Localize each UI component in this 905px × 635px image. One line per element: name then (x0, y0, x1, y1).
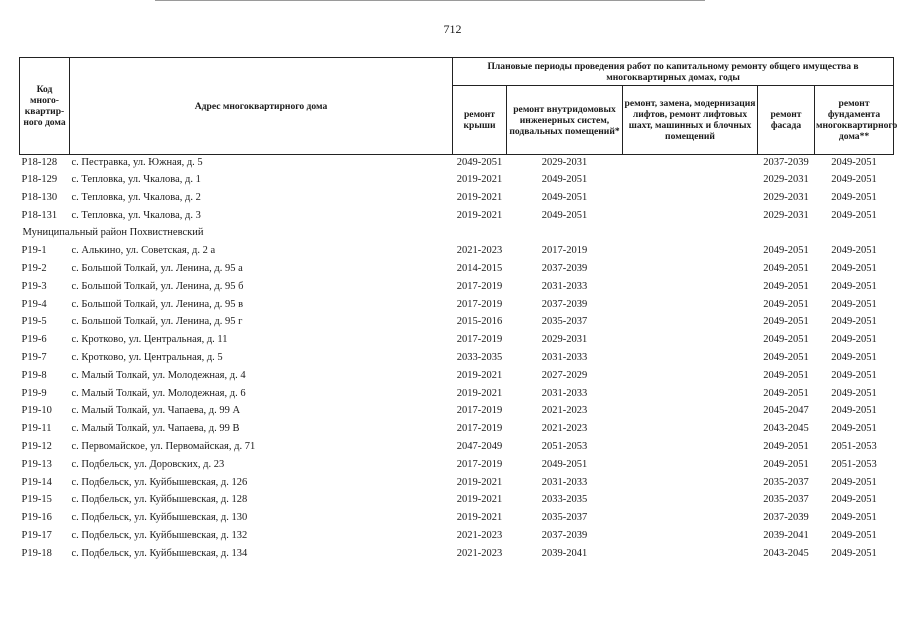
cell-systems: 2021-2023 (541, 423, 588, 435)
cell-roof: 2021-2023 (456, 529, 503, 541)
table-row (20, 385, 894, 403)
cell-facade: 2049-2051 (763, 369, 809, 381)
cell-foundation: 2049-2051 (831, 423, 877, 435)
top-rule (155, 0, 705, 1)
header-facade: ремонт фасада (758, 86, 815, 155)
capital-repair-schedule-table (19, 57, 898, 563)
cell-facade: 2049-2051 (763, 298, 809, 310)
cell-foundation: 2049-2051 (831, 351, 877, 363)
cell-code: Р19-7 (21, 351, 47, 363)
cell-address: с. Кротково, ул. Центральная, д. 5 (71, 351, 223, 363)
cell-code: Р19-13 (21, 458, 52, 470)
cell-code: Р19-17 (21, 529, 52, 541)
cell-facade: 2049-2051 (763, 351, 809, 363)
cell-code: Р19-15 (21, 494, 52, 506)
cell-address: с. Малый Толкай, ул. Чапаева, д. 99 А (71, 405, 241, 417)
table-row (20, 491, 894, 509)
cell-foundation: 2049-2051 (831, 334, 877, 346)
cell-lifts (623, 509, 758, 527)
table-row (20, 456, 894, 474)
cell-foundation: 2049-2051 (831, 157, 877, 168)
cell-lifts (623, 242, 758, 260)
cell-systems: 2035-2037 (541, 316, 588, 328)
cell-foundation: 2049-2051 (831, 512, 877, 524)
cell-address: с. Большой Толкай, ул. Ленина, д. 95 г (71, 316, 243, 328)
cell-address: с. Подбельск, ул. Куйбышевская, д. 134 (71, 547, 248, 559)
cell-roof: 2019-2021 (456, 174, 503, 185)
cell-roof: 2019-2021 (456, 209, 503, 221)
cell-systems: 2021-2023 (541, 405, 588, 417)
cell-code: Р19-3 (21, 280, 47, 292)
cell-code: Р19-6 (21, 334, 47, 346)
cell-systems: 2033-2035 (541, 494, 588, 506)
cell-foundation: 2049-2051 (831, 191, 877, 203)
cell-foundation: 2049-2051 (831, 316, 877, 328)
cell-lifts (623, 367, 758, 385)
table-row (20, 438, 894, 456)
cell-lifts (623, 438, 758, 456)
cell-systems: 2017-2019 (541, 245, 588, 257)
cell-roof: 2017-2019 (456, 405, 503, 417)
cell-roof: 2017-2019 (456, 423, 503, 435)
cell-lifts (623, 456, 758, 474)
table-row (20, 349, 894, 367)
cell-systems: 2049-2051 (541, 191, 588, 203)
cell-lifts (623, 545, 758, 563)
table-row (20, 402, 894, 420)
cell-systems: 2051-2053 (541, 440, 588, 452)
cell-code: Р19-2 (21, 262, 47, 274)
cell-lifts (623, 260, 758, 278)
cell-address: с. Алькино, ул. Советская, д. 2 а (71, 245, 216, 257)
cell-address: с. Тепловка, ул. Чкалова, д. 1 (71, 174, 201, 185)
cell-systems: 2031-2033 (541, 351, 588, 363)
cell-address: с. Тепловка, ул. Чкалова, д. 2 (71, 191, 201, 203)
cell-facade: 2043-2045 (763, 423, 809, 435)
cell-foundation: 2049-2051 (831, 174, 877, 185)
cell-roof: 2017-2019 (456, 334, 503, 346)
cell-lifts (623, 527, 758, 545)
cell-code: Р19-4 (21, 298, 47, 310)
cell-address: с. Большой Толкай, ул. Ленина, д. 95 б (71, 280, 244, 292)
table-row (20, 278, 894, 296)
cell-foundation: 2049-2051 (831, 262, 877, 274)
cell-lifts (623, 171, 758, 189)
cell-code: Р19-10 (21, 405, 52, 417)
cell-roof: 2019-2021 (456, 369, 503, 381)
cell-roof: 2049-2051 (456, 157, 503, 168)
cell-facade: 2049-2051 (763, 262, 809, 274)
cell-facade: 2049-2051 (763, 316, 809, 328)
cell-facade: 2029-2031 (763, 174, 809, 185)
cell-address: с. Первомайское, ул. Первомайская, д. 71 (71, 440, 256, 452)
cell-systems: 2027-2029 (541, 369, 588, 381)
cell-code: Р19-18 (21, 547, 52, 559)
cell-systems: 2031-2033 (541, 476, 588, 488)
cell-code: Р18-130 (21, 191, 58, 203)
table-row (20, 207, 894, 225)
table-row (20, 545, 894, 563)
cell-code: Р19-5 (21, 316, 47, 328)
cell-address: с. Большой Толкай, ул. Ленина, д. 95 а (71, 262, 243, 274)
cell-code: Р19-16 (21, 512, 52, 524)
table-row (20, 474, 894, 492)
cell-systems: 2031-2033 (541, 280, 588, 292)
cell-facade: 2037-2039 (763, 512, 809, 524)
header-periods-group: Плановые периоды проведения работ по капитальному ремонту общего имущества в многоквартирных домах, годы (453, 58, 894, 86)
cell-code: Р19-11 (21, 423, 52, 435)
cell-address: с. Большой Толкай, ул. Ленина, д. 95 в (71, 298, 244, 310)
cell-lifts (623, 474, 758, 492)
cell-lifts (623, 313, 758, 331)
cell-facade: 2049-2051 (763, 440, 809, 452)
cell-roof: 2019-2021 (456, 476, 503, 488)
cell-roof: 2019-2021 (456, 191, 503, 203)
table-row (20, 420, 894, 438)
table-row (20, 242, 894, 260)
cell-code: Р18-128 (21, 157, 58, 168)
cell-systems: 2031-2033 (541, 387, 588, 399)
table-row (20, 367, 894, 385)
cell-roof: 2014-2015 (456, 262, 503, 274)
cell-roof: 2019-2021 (456, 512, 503, 524)
cell-address: с. Подбельск, ул. Куйбышевская, д. 132 (71, 529, 248, 541)
table-row (20, 260, 894, 278)
cell-code: Р19-14 (21, 476, 52, 488)
cell-code: Р19-1 (21, 245, 47, 257)
cell-foundation: 2049-2051 (831, 387, 877, 399)
cell-address: с. Малый Толкай, ул. Молодежная, д. 6 (71, 387, 246, 399)
cell-foundation: 2049-2051 (831, 209, 877, 221)
cell-code: Р18-131 (21, 209, 58, 221)
cell-facade: 2049-2051 (763, 387, 809, 399)
cell-systems: 2049-2051 (541, 209, 588, 221)
table-row (20, 296, 894, 314)
cell-systems: 2035-2037 (541, 512, 588, 524)
cell-systems: 2049-2051 (541, 174, 588, 185)
cell-foundation: 2049-2051 (831, 476, 877, 488)
cell-lifts (623, 189, 758, 207)
cell-lifts (623, 385, 758, 403)
cell-systems: 2037-2039 (541, 298, 588, 310)
table-row (20, 189, 894, 207)
cell-roof: 2017-2019 (456, 298, 503, 310)
cell-roof: 2015-2016 (456, 316, 503, 328)
header-code: Код много-квартир-ного дома (20, 58, 70, 155)
cell-code: Р19-12 (21, 440, 52, 452)
cell-lifts (623, 155, 758, 172)
cell-address: с. Малый Толкай, ул. Чапаева, д. 99 В (71, 423, 240, 435)
cell-facade: 2029-2031 (763, 191, 809, 203)
cell-facade: 2035-2037 (763, 494, 809, 506)
cell-systems: 2049-2051 (541, 458, 588, 470)
cell-address: с. Кротково, ул. Центральная, д. 11 (71, 334, 228, 346)
cell-facade: 2049-2051 (763, 280, 809, 292)
section-row (20, 224, 894, 242)
cell-foundation: 2051-2053 (831, 458, 877, 470)
cell-facade: 2029-2031 (763, 209, 809, 221)
cell-foundation: 2049-2051 (831, 529, 877, 541)
cell-roof: 2021-2023 (456, 547, 503, 559)
cell-foundation: 2049-2051 (831, 298, 877, 310)
cell-lifts (623, 402, 758, 420)
cell-foundation: 2049-2051 (831, 547, 877, 559)
cell-facade: 2043-2045 (763, 547, 809, 559)
table-row (20, 331, 894, 349)
header-foundation: ремонт фундамента многоквартирного дома** (815, 86, 894, 155)
cell-lifts (623, 278, 758, 296)
cell-foundation: 2049-2051 (831, 245, 877, 257)
table-row (20, 527, 894, 545)
section-title: Муниципальный район Похвистневский (22, 227, 204, 239)
cell-foundation: 2049-2051 (831, 494, 877, 506)
cell-foundation: 2049-2051 (831, 369, 877, 381)
cell-facade: 2035-2037 (763, 476, 809, 488)
cell-roof: 2019-2021 (456, 387, 503, 399)
cell-address: с. Подбельск, ул. Куйбышевская, д. 128 (71, 494, 248, 506)
cell-facade: 2045-2047 (763, 405, 809, 417)
cell-facade: 2049-2051 (763, 458, 809, 470)
cell-systems: 2037-2039 (541, 262, 588, 274)
cell-code: Р19-8 (21, 369, 47, 381)
header-lifts: ремонт, замена, модернизация лифтов, ремонт лифтовых шахт, машинных и блочных помещений (623, 86, 758, 155)
cell-code: Р19-9 (21, 387, 47, 399)
table-row (20, 313, 894, 331)
cell-roof: 2033-2035 (456, 351, 503, 363)
cell-lifts (623, 420, 758, 438)
cell-lifts (623, 331, 758, 349)
cell-address: с. Тепловка, ул. Чкалова, д. 3 (71, 209, 201, 221)
cell-lifts (623, 207, 758, 225)
cell-systems: 2037-2039 (541, 529, 588, 541)
cell-systems: 2039-2041 (541, 547, 588, 559)
cell-facade: 2037-2039 (763, 157, 809, 168)
cell-roof: 2019-2021 (456, 494, 503, 506)
cell-roof: 2017-2019 (456, 458, 503, 470)
cell-systems: 2029-2031 (541, 334, 588, 346)
cell-foundation: 2049-2051 (831, 280, 877, 292)
cell-foundation: 2049-2051 (831, 405, 877, 417)
cell-code: Р18-129 (21, 174, 58, 185)
cell-roof: 2017-2019 (456, 280, 503, 292)
cell-facade: 2039-2041 (763, 529, 809, 541)
cell-address: с. Подбельск, ул. Доровских, д. 23 (71, 458, 225, 470)
cell-systems: 2029-2031 (541, 157, 588, 168)
cell-address: с. Подбельск, ул. Куйбышевская, д. 130 (71, 512, 248, 524)
table-row (20, 509, 894, 527)
page-number: 712 (443, 22, 462, 36)
cell-roof: 2047-2049 (456, 440, 503, 452)
table-body (20, 155, 894, 563)
cell-address: с. Подбельск, ул. Куйбышевская, д. 126 (71, 476, 248, 488)
cell-lifts (623, 349, 758, 367)
cell-lifts (623, 491, 758, 509)
cell-facade: 2049-2051 (763, 334, 809, 346)
header-roof: ремонт крыши (453, 86, 507, 155)
cell-facade: 2049-2051 (763, 245, 809, 257)
cell-lifts (623, 296, 758, 314)
table-row (20, 171, 894, 189)
table-row (20, 155, 894, 172)
cell-roof: 2021-2023 (456, 245, 503, 257)
cell-address: с. Малый Толкай, ул. Молодежная, д. 4 (71, 369, 246, 381)
header-address: Адрес многоквартирного дома (70, 58, 453, 155)
cell-address: с. Пестравка, ул. Южная, д. 5 (71, 157, 203, 168)
header-systems: ремонт внутридомовых инженерных систем, подвальных помещений* (507, 86, 623, 155)
cell-foundation: 2051-2053 (831, 440, 877, 452)
